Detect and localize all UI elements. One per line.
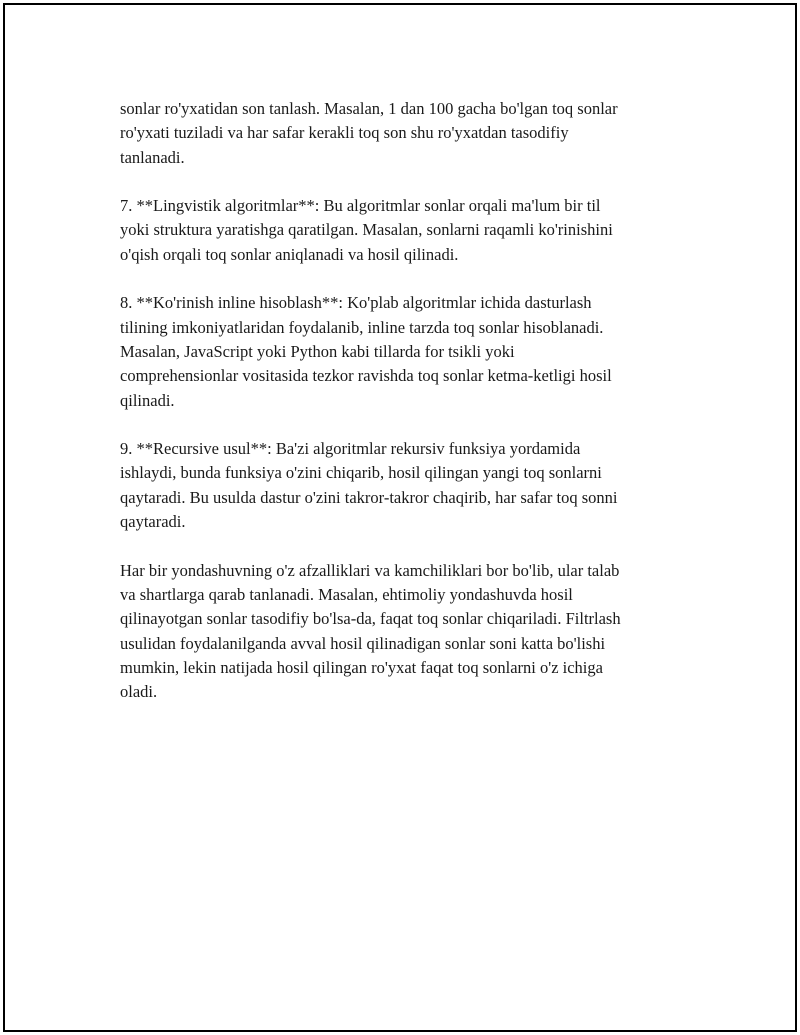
paragraph-continuation: sonlar ro'yxatidan son tanlash. Masalan, 1 dan 100 gacha bo'lgan toq sonlar ro'yxati tuziladi va har safar kerakli toq son shu ro'yxatdan tasodifiy tanlanadi. bbox=[120, 99, 618, 167]
paragraph-conclusion: Har bir yondashuvning o'z afzalliklari va kamchiliklari bor bo'lib, ular talab va shartlarga qarab tanlanadi. Masalan, ehtimoliy yondashuvda hosil qilinayotgan sonlar tasodifiy bo'lsa-da, faqat toq sonlar chiqariladi. Filtrlash usulidan foydalanilganda avval hosil qilinadigan sonlar soni katta bo'lishi mumkin, lekin natijada hosil qilingan ro'yxat faqat toq sonlarni o'z ichiga oladi. bbox=[120, 560, 621, 702]
paragraph-item-7: 7. **Lingvistik algoritmlar**: Bu algoritmlar sonlar orqali ma'lum bir til yoki struktura yaratishga qaratilgan. Masalan, sonlarni raqamli ko'rinishini o'qish orqali toq sonlar aniqlanadi va hosil qilinadi. bbox=[120, 196, 613, 264]
document-page bbox=[3, 3, 797, 1032]
paragraph-item-9: 9. **Recursive usul**: Ba'zi algoritmlar rekursiv funksiya yordamida ishlaydi, bunda funksiya o'zini chiqarib, hosil qilingan yangi toq sonlarni qaytaradi. Bu usulda dastur o'zini takror-takror chaqirib, har safar toq sonni qaytaradi. bbox=[120, 439, 618, 532]
paragraph-item-8: 8. **Ko'rinish inline hisoblash**: Ko'plab algoritmlar ichida dasturlash tilining imkoniyatlaridan foydalanib, inline tarzda toq sonlar hisoblanadi. Masalan, JavaScript yoki Python kabi tillarda for tsikli yoki comprehensionlar vositasida tezkor ravishda toq sonlar ketma-ketligi hosil qilinadi. bbox=[120, 293, 612, 410]
document-body bbox=[120, 97, 690, 729]
